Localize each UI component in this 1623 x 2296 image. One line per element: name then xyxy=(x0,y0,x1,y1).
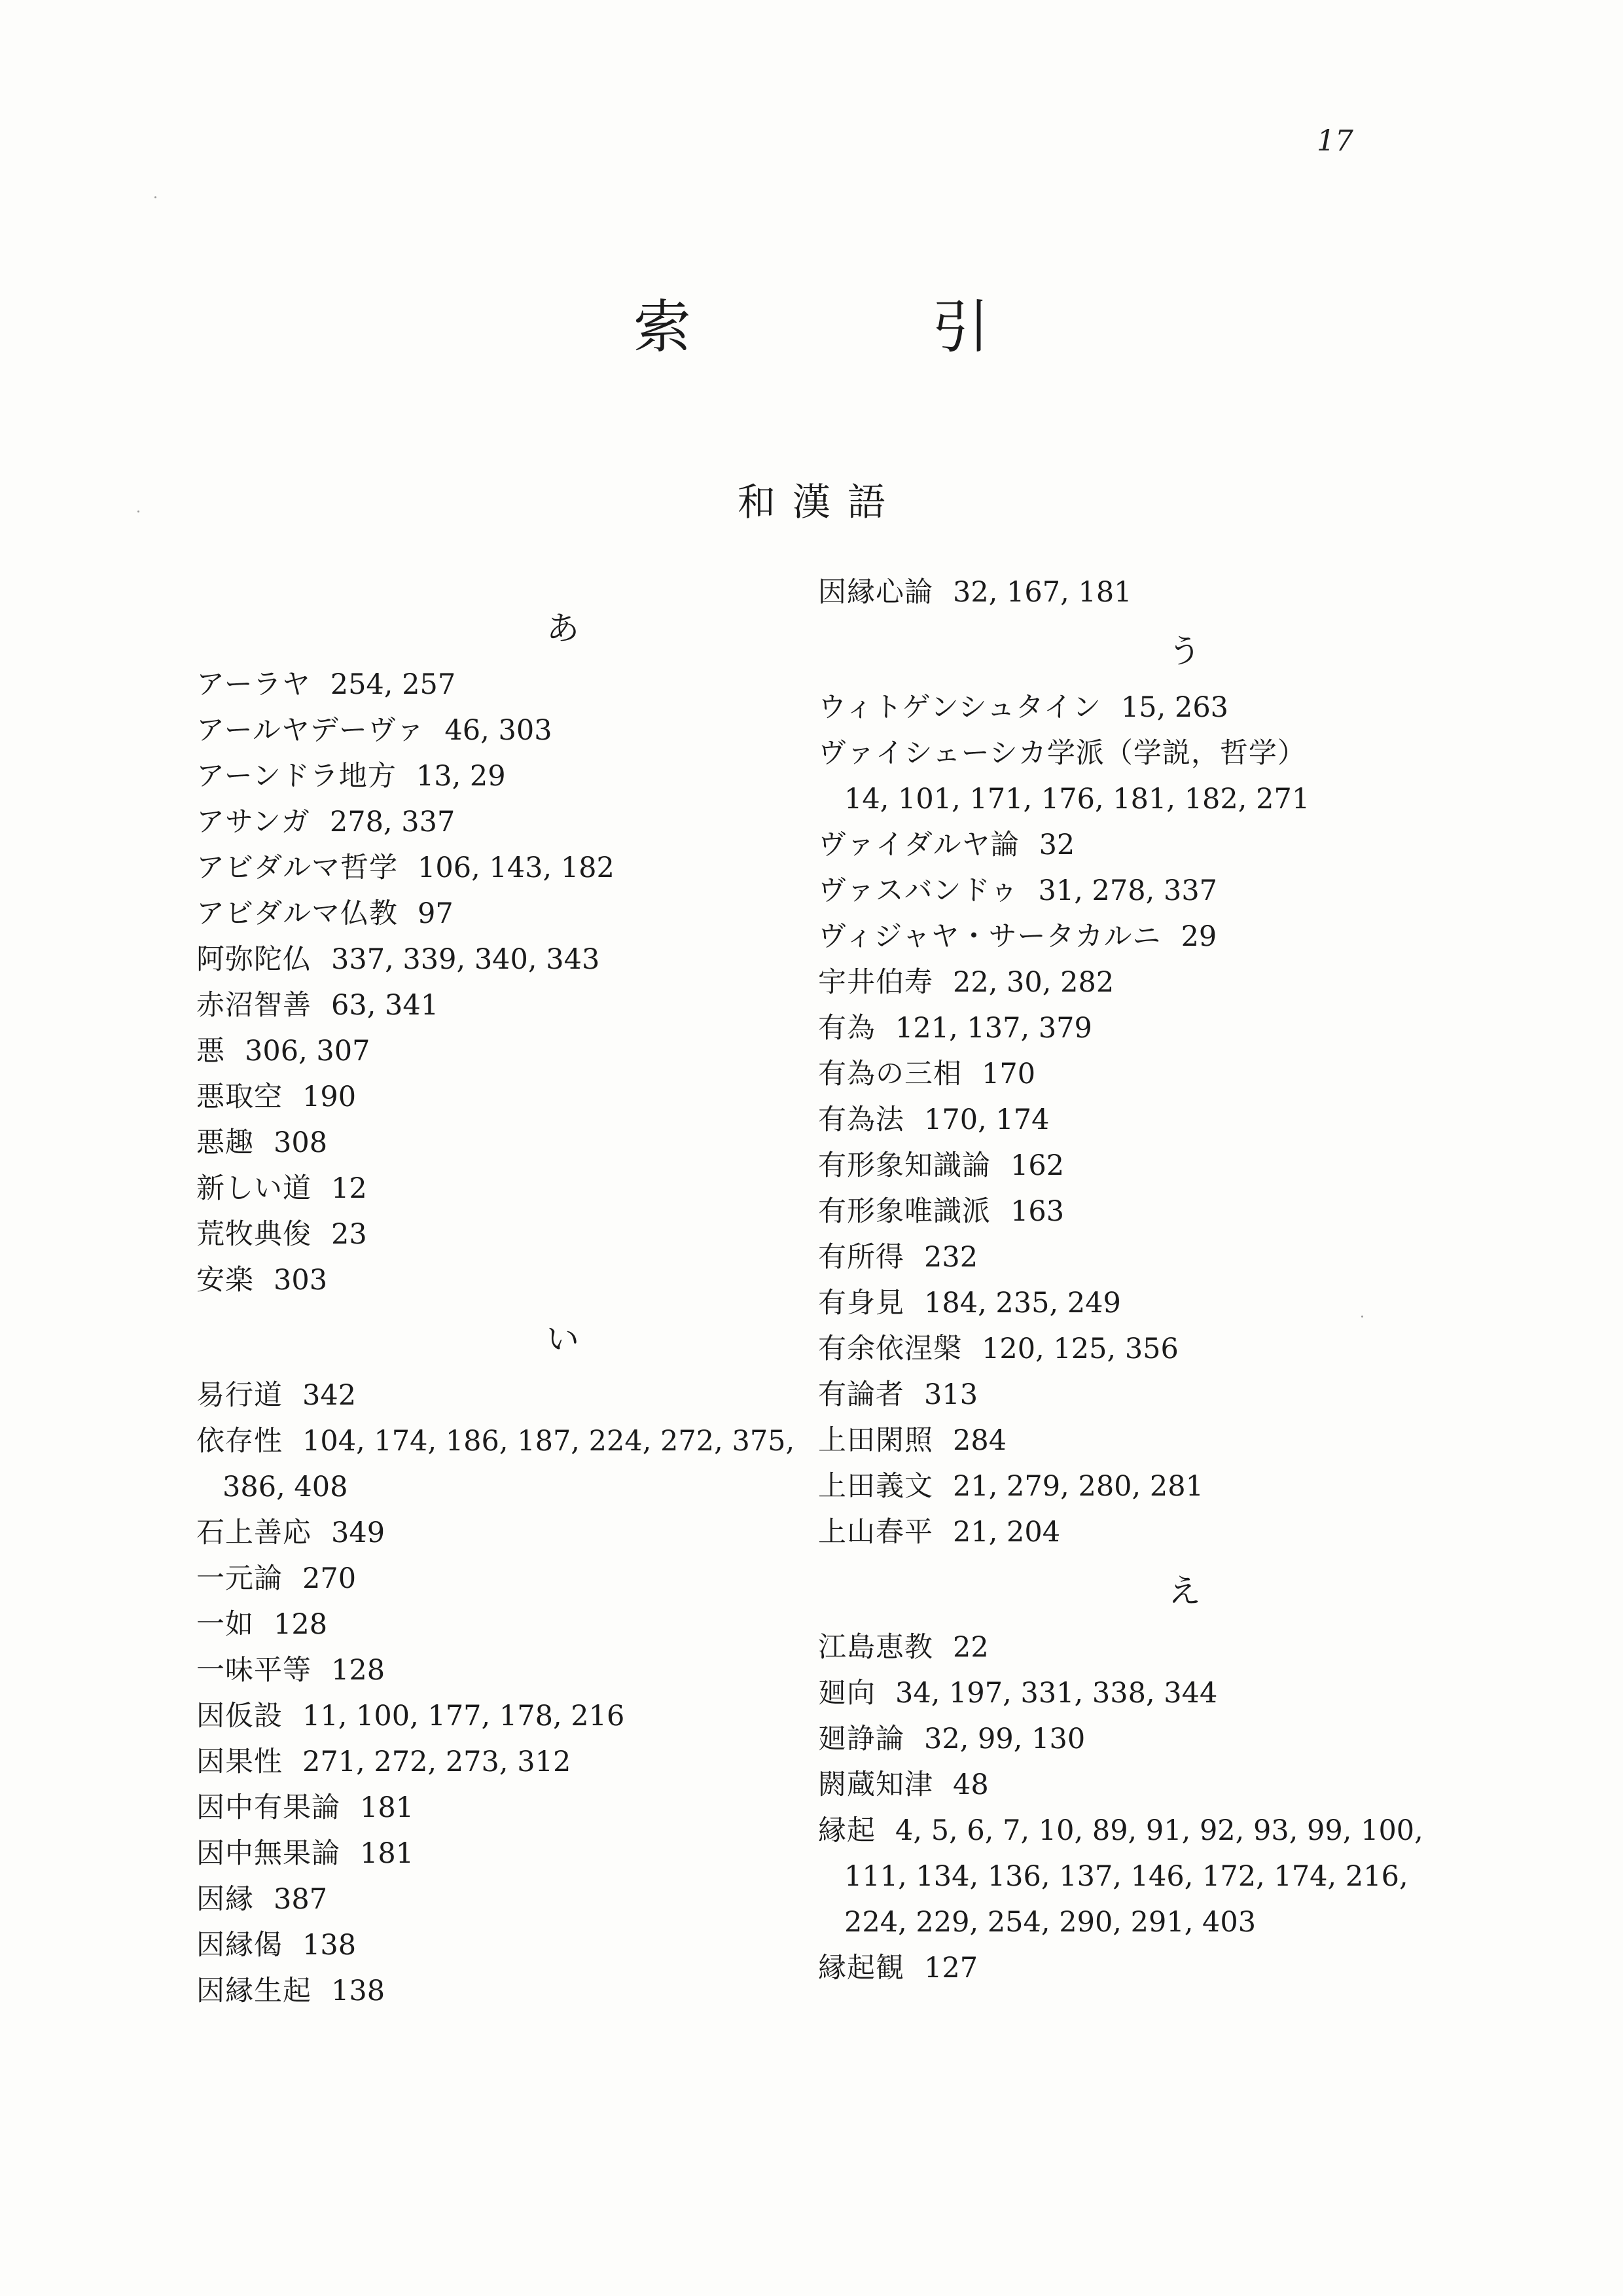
page-refs: 46, 303 xyxy=(444,714,552,747)
index-entry xyxy=(818,1097,1472,1143)
page-refs: 34, 197, 331, 338, 344 xyxy=(895,1677,1218,1710)
page-refs: 104, 174, 186, 187, 224, 272, 375, xyxy=(302,1425,795,1458)
page-refs: 15, 263 xyxy=(1120,691,1229,724)
page-refs: 270 xyxy=(302,1562,357,1595)
page-refs: 342 xyxy=(302,1379,357,1412)
index-term: 因縁生起 xyxy=(196,1975,312,2007)
scan-speck xyxy=(1361,1316,1363,1318)
index-term: 因縁心論 xyxy=(818,576,933,609)
index-entry xyxy=(818,1670,1472,1716)
page-refs-continued: 386, 408 xyxy=(223,1471,348,1503)
index-entry xyxy=(818,730,1472,822)
section-title: 和漢語 xyxy=(737,480,902,524)
page-refs: 232 xyxy=(924,1241,978,1274)
page-refs: 97 xyxy=(418,897,454,930)
index-term: 閼蔵知津 xyxy=(818,1768,933,1801)
page-refs: 120, 125, 356 xyxy=(982,1333,1179,1365)
page-refs: 308 xyxy=(274,1126,328,1159)
page-refs: 303 xyxy=(274,1264,328,1297)
index-entry xyxy=(196,1211,851,1257)
page-refs: 128 xyxy=(274,1608,328,1641)
index-entry xyxy=(196,891,851,937)
index-entry xyxy=(196,1556,851,1602)
index-term: 因縁偈 xyxy=(196,1929,283,1962)
page-refs: 23 xyxy=(331,1218,367,1251)
page-refs: 32, 99, 130 xyxy=(924,1723,1086,1755)
page-refs: 32, 167, 181 xyxy=(953,576,1132,609)
page-refs: 29 xyxy=(1181,920,1217,953)
index-entry xyxy=(196,845,851,891)
index-term: 悪取空 xyxy=(196,1081,283,1113)
index-term: 有論者 xyxy=(818,1378,904,1411)
page-refs: 306, 307 xyxy=(245,1035,370,1067)
index-term: 廻向 xyxy=(818,1677,876,1710)
index-entry xyxy=(196,662,851,708)
page-refs: 121, 137, 379 xyxy=(895,1012,1092,1045)
index-term: 因縁 xyxy=(196,1883,254,1916)
index-entry xyxy=(818,1808,1472,1945)
page-refs: 170, 174 xyxy=(924,1103,1050,1136)
index-entry xyxy=(196,1257,851,1303)
index-entry xyxy=(196,1831,851,1876)
page-refs: 254, 257 xyxy=(330,668,456,701)
page-refs: 271, 272, 273, 312 xyxy=(302,1746,571,1778)
index-entry xyxy=(196,1876,851,1922)
index-term: 因中有果論 xyxy=(196,1791,340,1824)
index-entry xyxy=(818,1143,1472,1189)
index-entry xyxy=(196,1922,851,1968)
index-entry xyxy=(196,708,851,753)
index-entry xyxy=(818,868,1472,914)
index-entry xyxy=(818,1509,1472,1555)
page-refs: 163 xyxy=(1010,1195,1065,1228)
page-refs: 106, 143, 182 xyxy=(418,852,615,884)
index-term: 縁起 xyxy=(818,1814,876,1847)
page-refs: 184, 235, 249 xyxy=(924,1287,1121,1319)
index-term: 有余依涅槃 xyxy=(818,1333,962,1365)
page-refs: 387 xyxy=(274,1883,328,1916)
kana-heading: い xyxy=(546,1320,579,1358)
index-term: 石上善応 xyxy=(196,1516,312,1549)
index-entry xyxy=(818,1189,1472,1234)
scan-speck xyxy=(154,196,156,198)
index-entry xyxy=(196,1418,851,1510)
index-entry xyxy=(818,914,1472,960)
index-term: 有形象知識論 xyxy=(818,1149,991,1182)
page-refs: 13, 29 xyxy=(416,760,506,793)
page-refs: 4, 5, 6, 7, 10, 89, 91, 92, 93, 99, 100, xyxy=(895,1814,1423,1847)
index-term: アーンドラ地方 xyxy=(196,760,397,793)
index-entry xyxy=(818,1326,1472,1372)
index-term: 有為の三相 xyxy=(818,1058,962,1090)
index-entry xyxy=(196,937,851,982)
index-term: 一如 xyxy=(196,1608,254,1641)
page-refs-continued: 224, 229, 254, 290, 291, 403 xyxy=(844,1906,1257,1939)
index-entry xyxy=(196,1968,851,2014)
index-term: 上田閑照 xyxy=(818,1424,933,1457)
index-term: 因果性 xyxy=(196,1746,283,1778)
index-term: 易行道 xyxy=(196,1379,283,1412)
index-entry xyxy=(818,1234,1472,1280)
index-term: 上田義文 xyxy=(818,1470,933,1503)
page-title: 索 引 xyxy=(633,293,1081,361)
index-entry xyxy=(818,1945,1472,1991)
page-refs: 127 xyxy=(924,1952,978,1984)
page-refs: 11, 100, 177, 178, 216 xyxy=(302,1700,625,1732)
index-entry xyxy=(818,685,1472,730)
page-refs: 48 xyxy=(953,1768,989,1801)
index-term: アビダルマ仏教 xyxy=(196,897,398,930)
page-refs: 31, 278, 337 xyxy=(1038,874,1218,907)
index-term: 安楽 xyxy=(196,1264,254,1297)
index-term: 有形象唯識派 xyxy=(818,1195,991,1228)
index-entry xyxy=(196,799,851,845)
page-refs: 313 xyxy=(924,1378,978,1411)
index-term: 宇井伯寿 xyxy=(818,966,933,999)
page-refs: 138 xyxy=(331,1975,385,2007)
page-refs: 181 xyxy=(360,1791,414,1824)
page-refs: 22, 30, 282 xyxy=(953,966,1115,999)
page-refs: 278, 337 xyxy=(329,806,455,838)
index-entry xyxy=(196,1602,851,1647)
index-term: ヴィジャヤ・サータカルニ xyxy=(818,920,1162,953)
index-entry xyxy=(196,1074,851,1120)
index-term: アーラヤ xyxy=(196,668,311,701)
index-entry xyxy=(196,1693,851,1739)
page-refs: 284 xyxy=(953,1424,1007,1457)
page-refs: 190 xyxy=(302,1081,357,1113)
page-refs-continued: 111, 134, 136, 137, 146, 172, 174, 216, xyxy=(844,1860,1408,1893)
index-entry xyxy=(196,1166,851,1211)
index-entry xyxy=(196,1785,851,1831)
index-entry xyxy=(196,1739,851,1785)
index-entry xyxy=(818,1716,1472,1762)
index-term: 有身見 xyxy=(818,1287,904,1319)
index-term: 悪趣 xyxy=(196,1126,254,1159)
index-entry xyxy=(818,1624,1472,1670)
index-term: 有為 xyxy=(818,1012,876,1045)
index-term: 悪 xyxy=(196,1035,225,1067)
index-term: アールヤデーヴァ xyxy=(196,714,425,747)
page-number: 17 xyxy=(1317,124,1353,158)
index-term: 廻諍論 xyxy=(818,1723,904,1755)
index-term: 赤沼智善 xyxy=(196,989,312,1022)
page-refs: 32 xyxy=(1039,829,1075,861)
index-term: ヴァスバンドゥ xyxy=(818,874,1019,907)
index-term: 上山春平 xyxy=(818,1516,933,1549)
page-refs-continued: 14, 101, 171, 176, 181, 182, 271 xyxy=(844,783,1310,816)
page-refs: 21, 279, 280, 281 xyxy=(953,1470,1204,1503)
kana-heading: あ xyxy=(546,609,579,647)
index-term: 阿弥陀仏 xyxy=(196,943,312,976)
index-term: 江島恵教 xyxy=(818,1631,933,1664)
index-term: アサンガ xyxy=(196,806,310,838)
page-refs: 21, 204 xyxy=(953,1516,1061,1549)
page-refs: 181 xyxy=(360,1837,414,1870)
index-entry xyxy=(818,1463,1472,1509)
index-term: 因仮設 xyxy=(196,1700,283,1732)
index-entry xyxy=(818,1762,1472,1808)
index-column-right xyxy=(818,569,1472,1991)
kana-heading: え xyxy=(1168,1572,1201,1610)
page-refs: 138 xyxy=(302,1929,357,1962)
page-refs: 162 xyxy=(1010,1149,1065,1182)
index-term: 一味平等 xyxy=(196,1654,312,1687)
index-term: 一元論 xyxy=(196,1562,283,1595)
scan-speck xyxy=(137,511,139,512)
index-column-left xyxy=(196,592,851,2014)
index-entry xyxy=(196,1372,851,1418)
index-term: アビダルマ哲学 xyxy=(196,852,398,884)
page-refs: 12 xyxy=(331,1172,367,1205)
index-entry xyxy=(818,1280,1472,1326)
index-term: 有所得 xyxy=(818,1241,904,1274)
index-term: 荒牧典俊 xyxy=(196,1218,312,1251)
index-entry xyxy=(818,1372,1472,1418)
index-entry xyxy=(818,960,1472,1005)
index-term: ヴァイシェーシカ学派（学説，哲学） xyxy=(818,737,1306,770)
index-entry xyxy=(196,1028,851,1074)
index-term: 依存性 xyxy=(196,1425,283,1458)
index-term: 因中無果論 xyxy=(196,1837,340,1870)
index-term: 新しい道 xyxy=(196,1172,312,1205)
page-refs: 128 xyxy=(331,1654,385,1687)
page-refs: 349 xyxy=(331,1516,385,1549)
index-term: 有為法 xyxy=(818,1103,904,1136)
index-entry xyxy=(818,569,1472,615)
index-entry xyxy=(818,1005,1472,1051)
index-entry xyxy=(818,822,1472,868)
index-entry xyxy=(818,1051,1472,1097)
index-entry xyxy=(196,1120,851,1166)
page-refs: 170 xyxy=(982,1058,1036,1090)
index-entry xyxy=(818,1418,1472,1463)
kana-heading: う xyxy=(1168,632,1201,670)
index-entry xyxy=(196,982,851,1028)
page-refs: 22 xyxy=(953,1631,989,1664)
index-term: ウィトゲンシュタイン xyxy=(818,691,1101,724)
page-refs: 337, 339, 340, 343 xyxy=(331,943,600,976)
index-entry xyxy=(196,1510,851,1556)
index-entry xyxy=(196,753,851,799)
index-term: 縁起観 xyxy=(818,1952,904,1984)
index-entry xyxy=(196,1647,851,1693)
index-term: ヴァイダルヤ論 xyxy=(818,829,1020,861)
page-refs: 63, 341 xyxy=(331,989,439,1022)
